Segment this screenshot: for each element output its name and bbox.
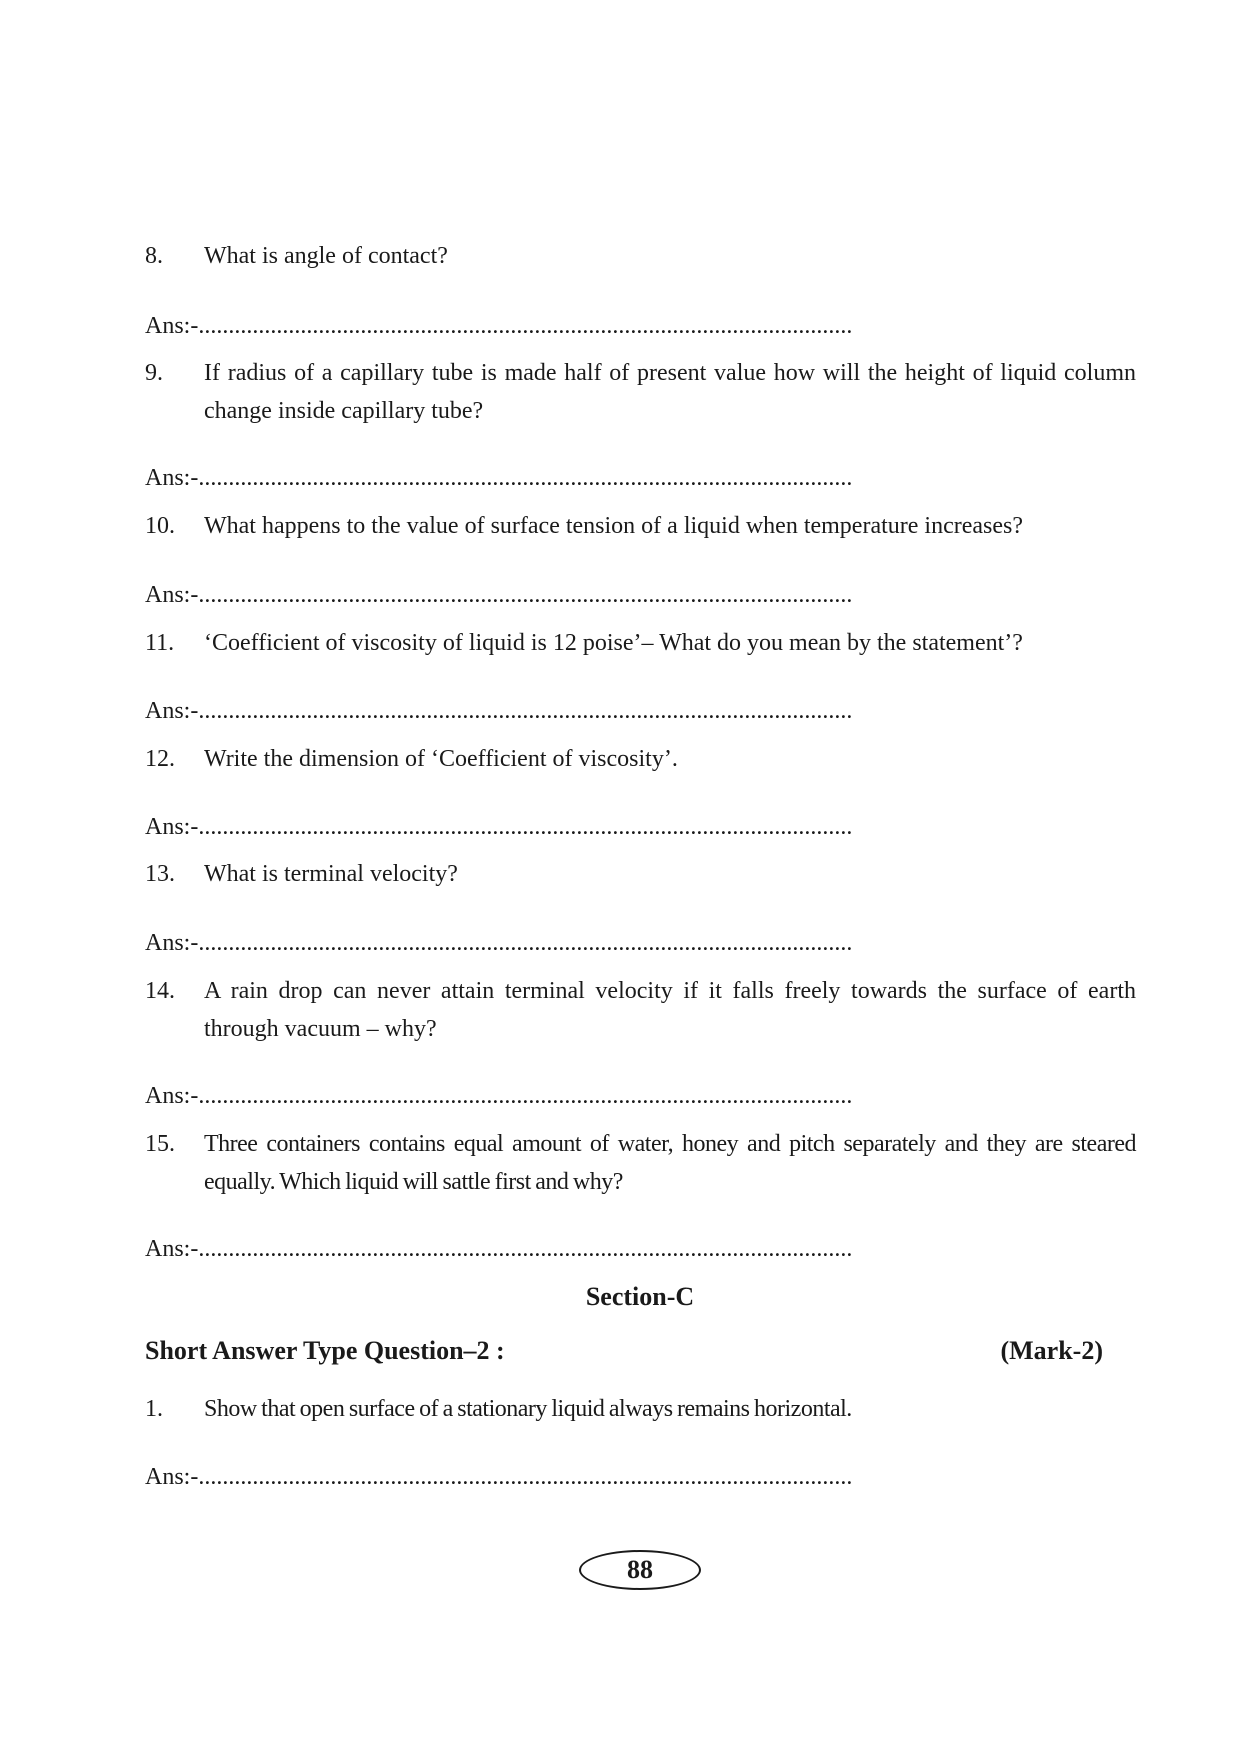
question-number: 1. <box>145 1396 163 1422</box>
answer-line: Ans:-............................................................................................................. <box>145 1464 853 1490</box>
question-number: 9. <box>145 360 163 386</box>
answer-line: Ans:-............................................................................................................. <box>145 814 853 840</box>
question-text: Write the dimension of ‘Coefficient of viscosity’. <box>204 746 678 772</box>
question-text: What is terminal velocity? <box>204 861 458 887</box>
question-text: A rain drop can never attain terminal velocity if it falls freely towards the surface of earth through vacuum – why? <box>204 978 1136 1042</box>
answer-line: Ans:-............................................................................................................. <box>145 313 853 339</box>
question-text: Show that open surface of a stationary liquid always remains horizontal. <box>204 1396 852 1422</box>
question-text: If radius of a capillary tube is made half of present value how will the height of liquid column change inside capillary tube? <box>204 360 1136 424</box>
question-number: 10. <box>145 513 175 539</box>
answer-line: Ans:-............................................................................................................. <box>145 1236 853 1262</box>
answer-line: Ans:-............................................................................................................. <box>145 930 853 956</box>
section-heading: Short Answer Type Question–2 : <box>145 1336 505 1365</box>
answer-line: Ans:-............................................................................................................. <box>145 698 853 724</box>
question-number: 13. <box>145 861 175 887</box>
question-number: 11. <box>145 630 175 656</box>
question-number: 14. <box>145 978 175 1004</box>
page-number: 88 <box>627 1555 653 1584</box>
question-number: 15. <box>145 1131 175 1157</box>
question-number: 12. <box>145 746 175 772</box>
question-text: ‘Coefficient of viscosity of liquid is 12 poise’– What do you mean by the statement’? <box>204 630 1023 656</box>
mark-label: (Mark-2) <box>1000 1336 1103 1365</box>
section-title: Section-C <box>585 1282 695 1311</box>
question-text: What happens to the value of surface tension of a liquid when temperature increases? <box>204 513 1024 539</box>
answer-line: Ans:-............................................................................................................. <box>145 582 853 608</box>
answer-line: Ans:-............................................................................................................. <box>145 465 853 491</box>
page-number-badge <box>579 1550 701 1590</box>
question-text: What is angle of contact? <box>204 243 448 269</box>
question-number: 8. <box>145 243 163 269</box>
answer-line: Ans:-............................................................................................................. <box>145 1083 853 1109</box>
question-text: Three containers contains equal amount of water, honey and pitch separately and they are steared equally. Which liquid will sattle first and why? <box>204 1131 1136 1195</box>
